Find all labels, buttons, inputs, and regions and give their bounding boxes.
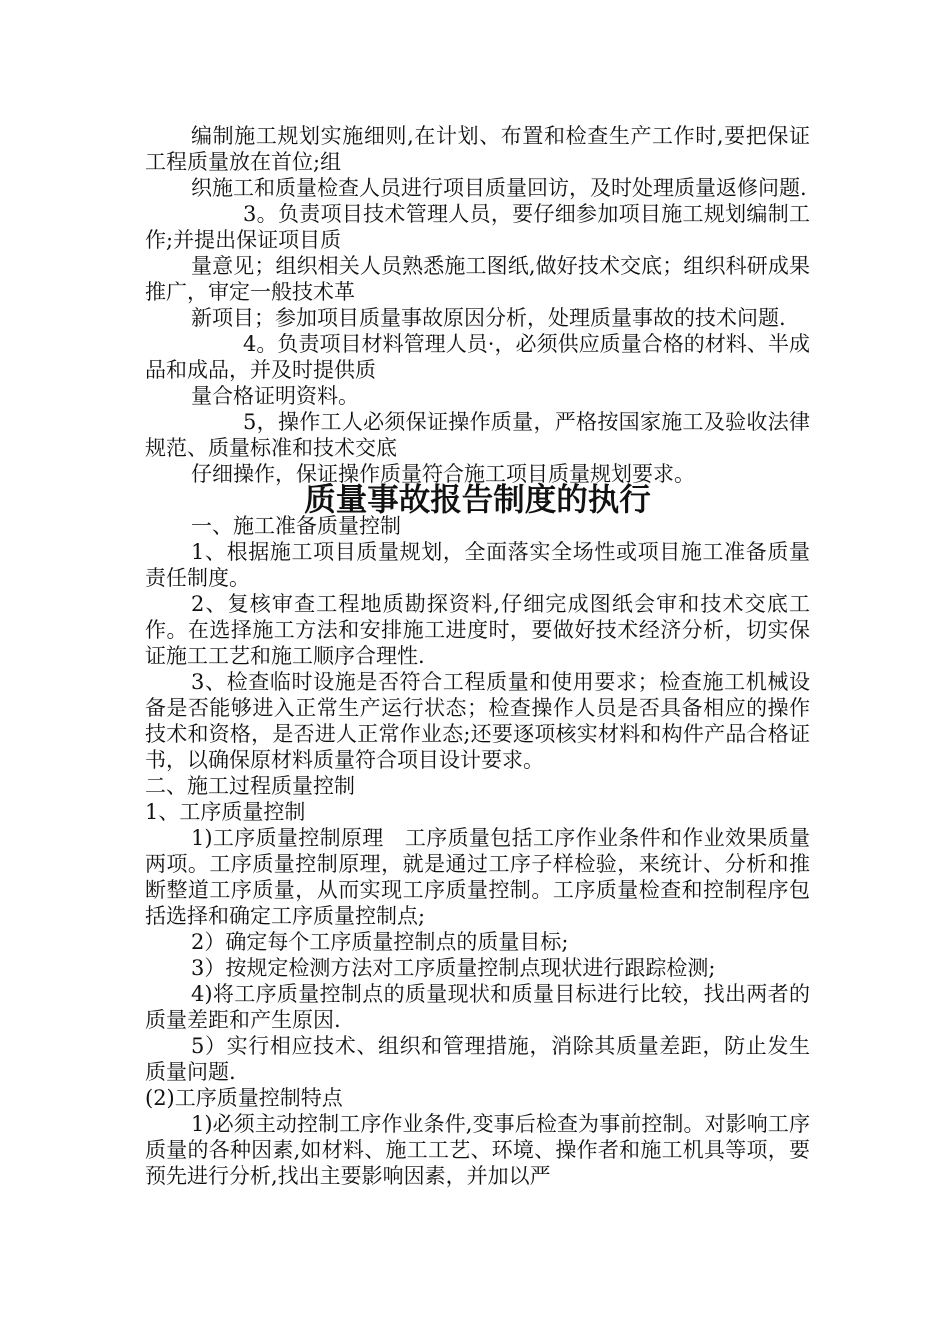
paragraph: 1)工序质量控制原理 工序质量包括工序作业条件和作业效果质量两项。工序质量控制原理，就是通过工序子样检验，来统计、分析和推断整道工序质量，从而实现工序质量控制。工序质量检查和控制程序包括选择和确定工序质量控制点; (145, 826, 810, 928)
paragraph: 量意见；组织相关人员熟悉施工图纸,做好技术交底；组织科研成果推广，审定一般技术革 (145, 254, 810, 304)
subsection-heading: (2)工序质量控制特点 (145, 1086, 343, 1110)
section-heading-1: 一、施工准备质量控制 (191, 514, 401, 538)
paragraph: 5）实行相应技术、组织和管理措施，消除其质量差距，防止发生质量问题. (145, 1034, 810, 1084)
paragraph: 量合格证明资料。 (191, 384, 359, 408)
paragraph: 仔细操作，保证操作质量符合施工项目质量规划要求。 (191, 462, 695, 486)
paragraph: 3）按规定检测方法对工序质量控制点现状进行跟踪检测; (191, 956, 716, 980)
paragraph: 5，操作工人必须保证操作质量，严格按国家施工及验收法律规范、质量标准和技术交底 (145, 410, 810, 460)
paragraph: 3、检查临时设施是否符合工程质量和使用要求；检查施工机械设备是否能够进入正常生产运行状态；检查操作人员是否具备相应的操作技术和资格，是否进人正常作业态;还要逐项核实材料和构件产品合格证书，以确保原材料质量符合项目设计要求。 (145, 670, 810, 772)
document-page (145, 123, 810, 1189)
paragraph: 织施工和质量检查人员进行项目质量回访，及时处理质量返修问题. (191, 176, 807, 200)
paragraph: 1、根据施工项目质量规划，全面落实全场性或项目施工准备质量责任制度。 (145, 540, 810, 590)
section-heading-2: 二、施工过程质量控制 (145, 774, 355, 798)
paragraph: 新项目；参加项目质量事故原因分析，处理质量事故的技术问题. (191, 306, 786, 330)
paragraph: 2）确定每个工序质量控制点的质量目标; (191, 930, 569, 954)
paragraph: 4)将工序质量控制点的质量现状和质量目标进行比较，找出两者的质量差距和产生原因. (145, 982, 810, 1032)
paragraph: 4。负责项目材料管理人员·，必须供应质量合格的材料、半成品和成品，并及时提供质 (145, 332, 810, 382)
paragraph: 1)必须主动控制工序作业条件,变事后检查为事前控制。对影响工序质量的各种因素,如材料、施工工艺、环境、操作者和施工机具等项，要预先进行分析,找出主要影响因素，并加以严 (145, 1112, 810, 1188)
section-title: 质量事故报告制度的执行 (304, 481, 651, 518)
subsection-heading: 1、工序质量控制 (145, 800, 306, 824)
paragraph: 2、复核审查工程地质勘探资料,仔细完成图纸会审和技术交底工作。在选择施工方法和安排施工进度时，要做好技术经济分析，切实保证施工工艺和施工顺序合理性. (145, 592, 810, 668)
paragraph: 3。负责项目技术管理人员，要仔细参加项目施工规划编制工作;并提出保证项目质 (145, 202, 810, 252)
paragraph: 编制施工规划实施细则,在计划、布置和检查生产工作时,要把保证工程质量放在首位;组 (145, 124, 810, 174)
